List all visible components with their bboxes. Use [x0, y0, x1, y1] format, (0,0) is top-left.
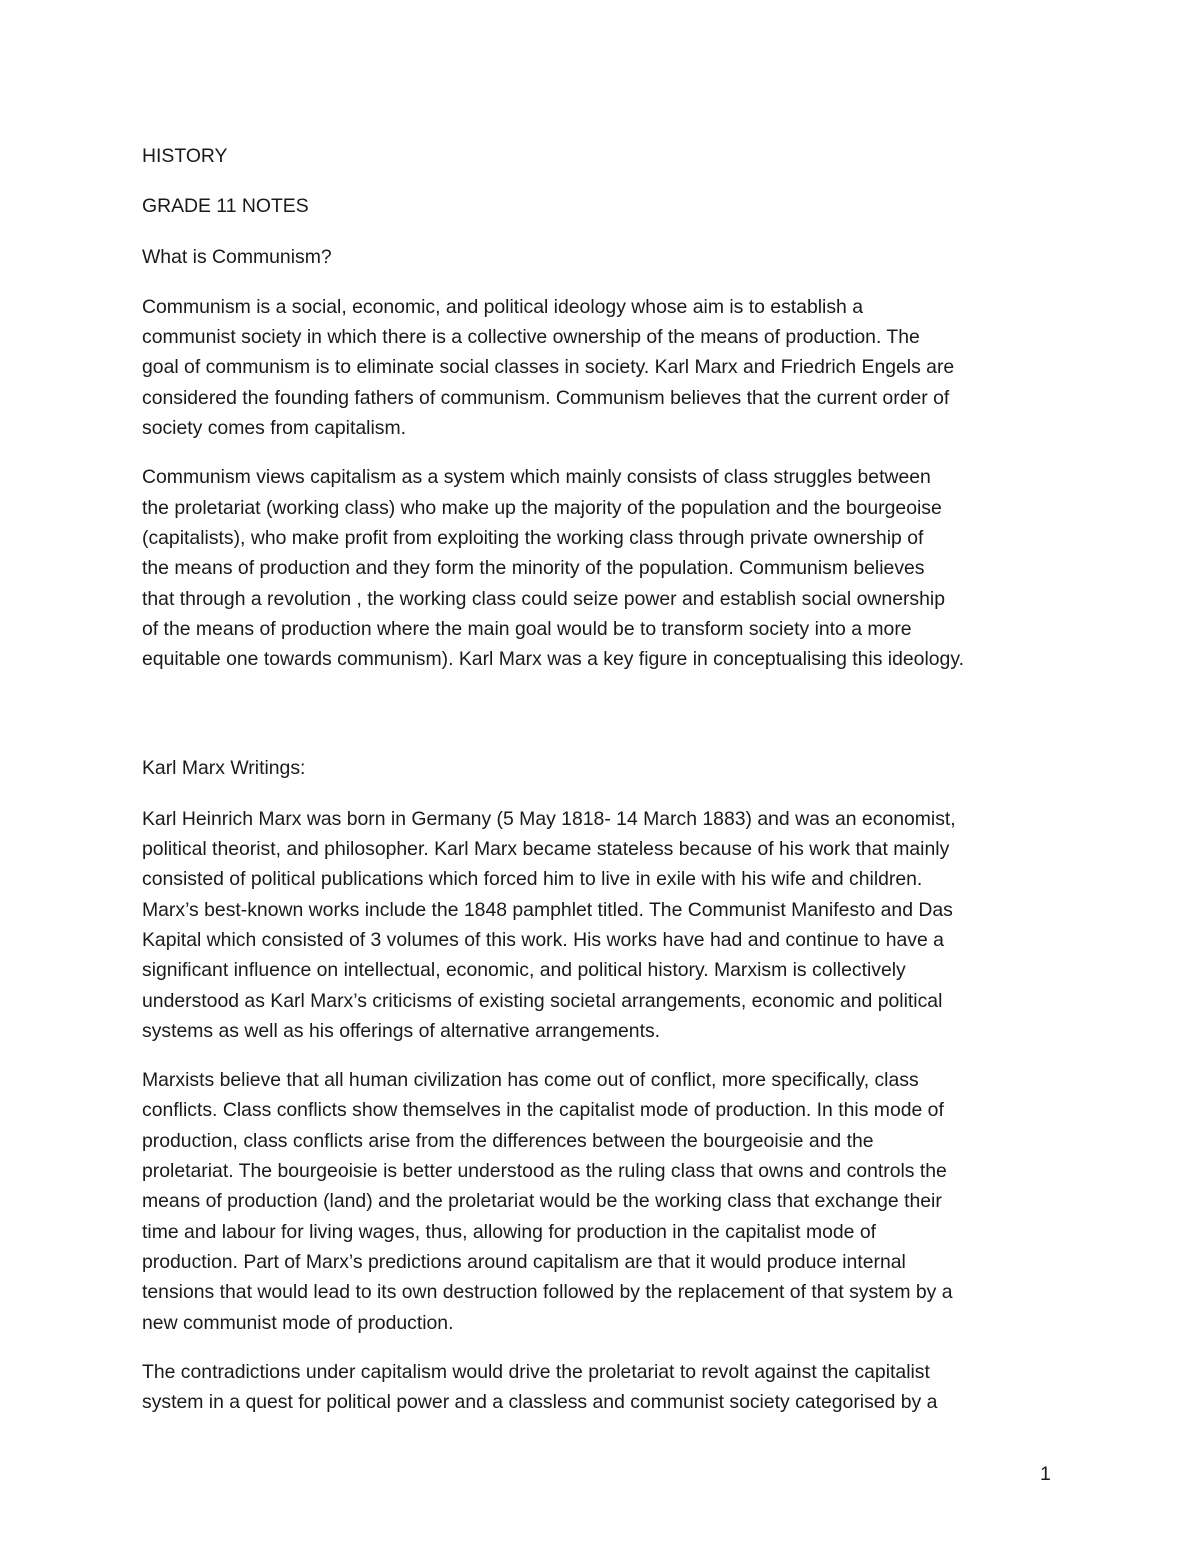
question-heading: What is Communism? — [142, 245, 332, 268]
text-line: proletariat. The bourgeoisie is better understood as the ruling class that owns and controls the — [142, 1160, 947, 1183]
text-line: political theorist, and philosopher. Karl Marx became stateless because of his work that mainly — [142, 838, 950, 861]
text-line: Karl Heinrich Marx was born in Germany (5 May 1818- 14 March 1883) and was an economist, — [142, 807, 956, 830]
text-line: (capitalists), who make profit from exploiting the working class through private ownership of — [142, 526, 924, 549]
text-line: Marxists believe that all human civilization has come out of conflict, more specifically, class — [142, 1069, 919, 1092]
text-line: society comes from capitalism. — [142, 417, 406, 440]
text-line: the means of production and they form the minority of the population. Communism believes — [142, 557, 925, 580]
paragraph-capitalism-view — [142, 462, 1058, 674]
text-line: Communism views capitalism as a system which mainly consists of class struggles between — [142, 466, 931, 489]
paragraph-contradictions — [142, 1357, 1058, 1418]
text-line: time and labour for living wages, thus, allowing for production in the capitalist mode of — [142, 1220, 877, 1243]
text-line: Marx’s best-known works include the 1848 pamphlet titled. The Communist Manifesto and Das — [142, 898, 953, 921]
text-line: Communism is a social, economic, and political ideology whose aim is to establish a — [142, 295, 864, 318]
paragraph-marx-biography — [142, 804, 1058, 1046]
text-line: conflicts. Class conflicts show themselves in the capitalist mode of production. In this mode of — [142, 1099, 944, 1122]
section-spacer — [142, 693, 1058, 753]
text-line: the proletariat (working class) who make up the majority of the population and the bourgeoise — [142, 496, 942, 519]
text-line: production, class conflicts arise from the differences between the bourgeoisie and the — [142, 1129, 874, 1152]
page-number: 1 — [1040, 1463, 1051, 1485]
text-line: systems as well as his offerings of alternative arrangements. — [142, 1019, 661, 1042]
paragraph-communism-definition — [142, 292, 1058, 443]
text-line: tensions that would lead to its own destruction followed by the replacement of that system by a — [142, 1281, 953, 1304]
text-line: goal of communism is to eliminate social classes in society. Karl Marx and Friedrich Engels are — [142, 356, 955, 379]
text-line: new communist mode of production. — [142, 1311, 454, 1334]
grade-heading: GRADE 11 NOTES — [142, 195, 309, 218]
text-line: communist society in which there is a collective ownership of the means of production. The — [142, 326, 920, 349]
text-line: that through a revolution , the working class could seize power and establish social ownership — [142, 587, 946, 610]
section-heading: Karl Marx Writings: — [142, 757, 306, 780]
text-line: production. Part of Marx’s predictions around capitalism are that it would produce internal — [142, 1250, 906, 1273]
text-line: system in a quest for political power and a classless and communist society categorised by a — [142, 1391, 938, 1414]
text-line: understood as Karl Marx’s criticisms of existing societal arrangements, economic and political — [142, 989, 943, 1012]
text-line: consisted of political publications which forced him to live in exile with his wife and children. — [142, 868, 923, 891]
text-line: considered the founding fathers of communism. Communism believes that the current order of — [142, 386, 950, 409]
text-line: means of production (land) and the proletariat would be the working class that exchange their — [142, 1190, 942, 1213]
paragraph-marxists-belief — [142, 1065, 1058, 1338]
text-line: significant influence on intellectual, economic, and political history. Marxism is collectively — [142, 959, 906, 982]
text-line: equitable one towards communism). Karl Marx was a key figure in conceptualising this ideology. — [142, 648, 964, 671]
subject-heading: HISTORY — [142, 145, 228, 167]
text-line: The contradictions under capitalism would drive the proletariat to revolt against the capitalist — [142, 1360, 930, 1383]
text-line: Kapital which consisted of 3 volumes of this work. His works have had and continue to have a — [142, 928, 944, 951]
text-line: of the means of production where the main goal would be to transform society into a more — [142, 617, 912, 640]
document-body — [142, 141, 1058, 1436]
